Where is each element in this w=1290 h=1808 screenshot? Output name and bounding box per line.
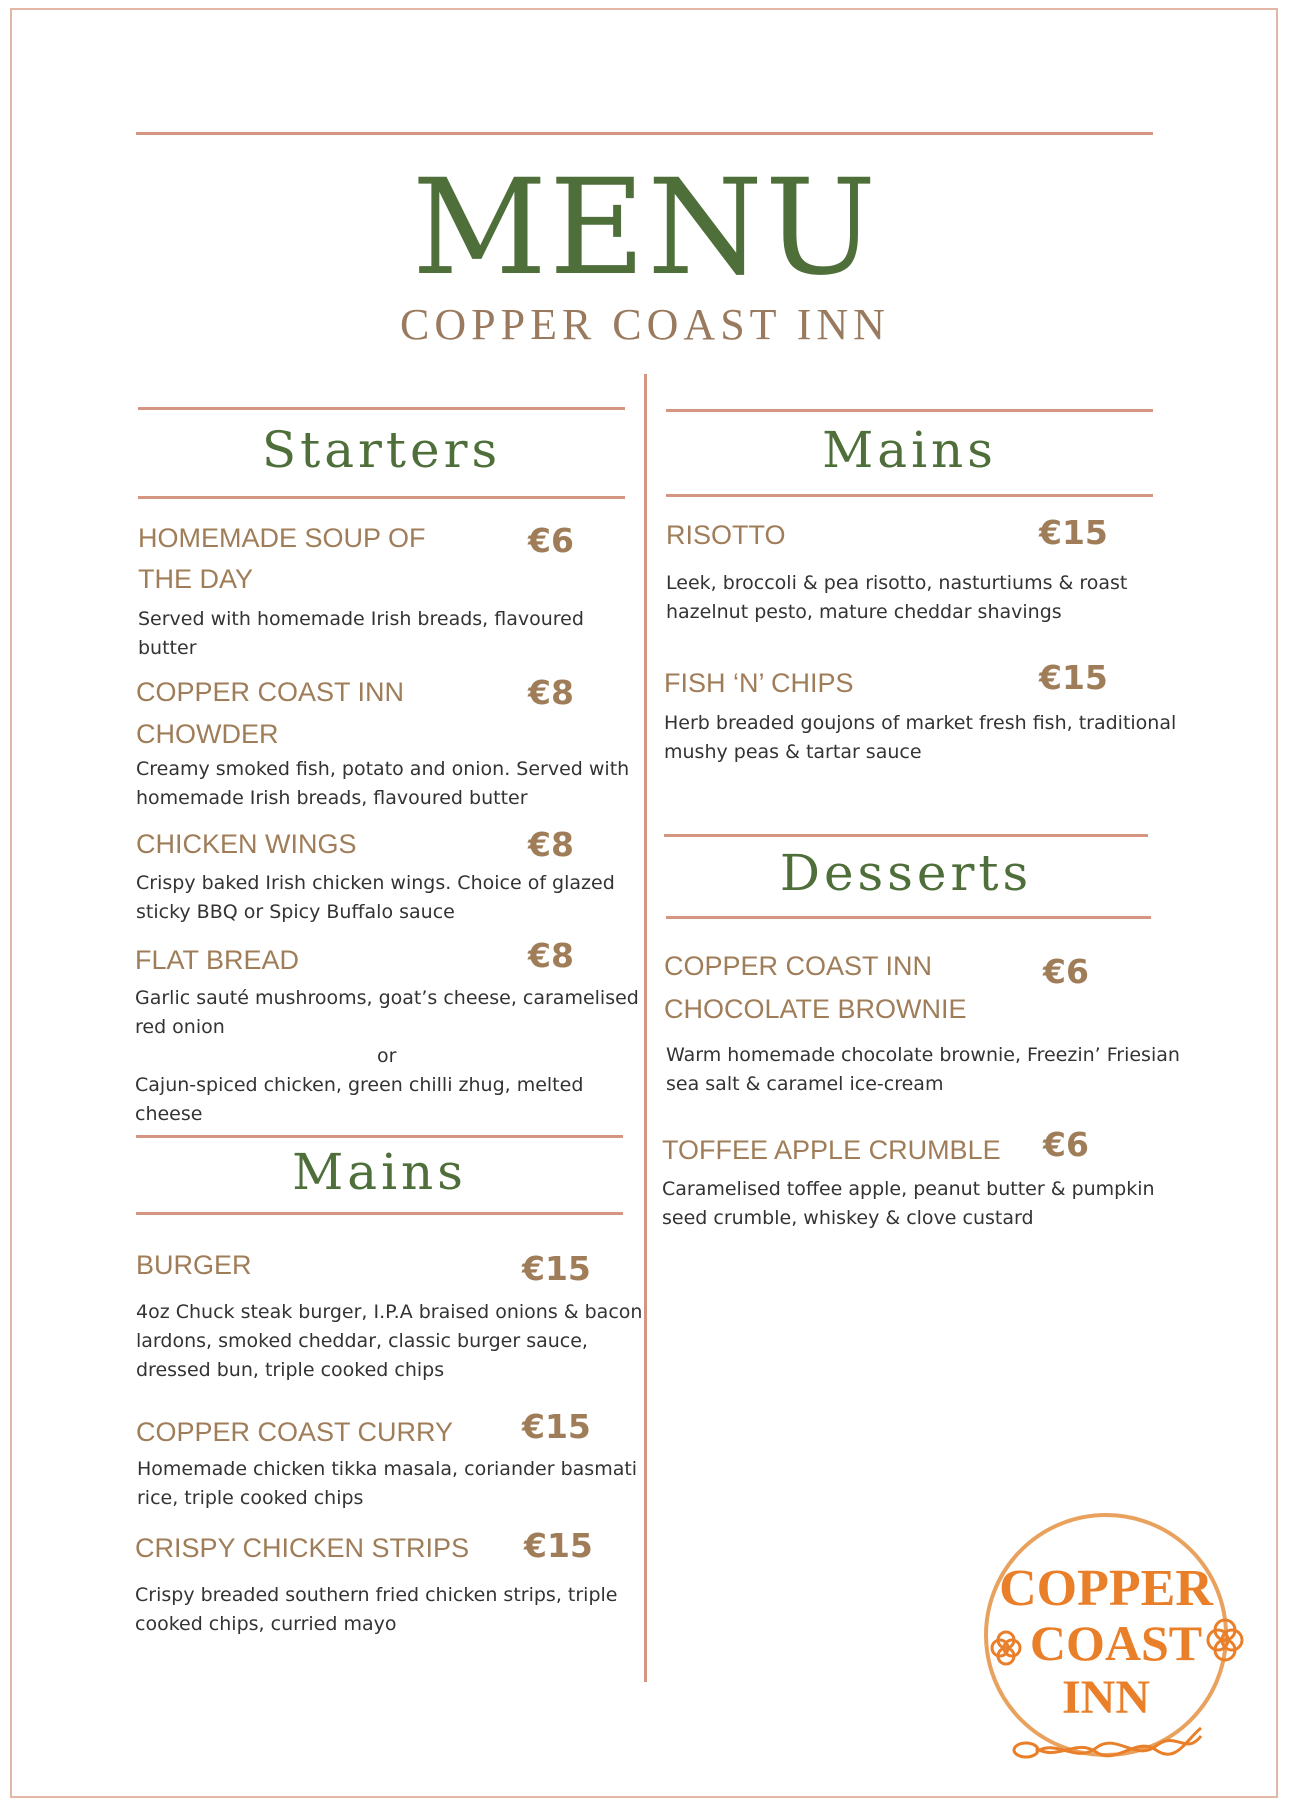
item-or: or [377,1045,397,1067]
item-price: €15 [522,1249,591,1288]
item-name: CHOCOLATE BROWNIE [664,994,967,1024]
item-description: Crispy baked Irish chicken wings. Choice of glazed [136,872,615,894]
item-description: 4oz Chuck steak burger, I.P.A braised onions & bacon [136,1301,643,1323]
item-description: seed crumble, whiskey & clove custard [662,1207,1034,1229]
item-name: RISOTTO [666,520,786,550]
item-description: sticky BBQ or Spicy Buffalo sauce [136,901,455,923]
celtic-knot-left-icon [992,1632,1020,1664]
item-description: Creamy smoked fish, potato and onion. Served with [136,758,630,780]
item-price: €6 [528,521,574,560]
copper-coast-inn-logo [956,1500,1256,1780]
item-description: Leek, broccoli & pea risotto, nasturtiums & roast [666,572,1128,594]
item-name: COPPER COAST INN [664,951,933,981]
item-description: butter [138,637,197,659]
top-rule [136,132,1153,135]
item-description: red onion [135,1016,225,1038]
item-name: FISH ‘N’ CHIPS [664,668,854,698]
item-description: Homemade chicken tikka masala, coriander basmati [137,1458,638,1480]
item-name: FLAT BREAD [135,945,300,975]
item-price: €15 [1039,513,1108,552]
item-name: CHOWDER [136,719,279,749]
item-name: CHICKEN WINGS [136,829,357,859]
logo-text-coast: COAST [1029,1615,1203,1671]
mains-right-rule-top [666,409,1153,412]
restaurant-name: COPPER COAST INN [400,300,890,349]
starters-rule-top [138,407,625,410]
item-price: €15 [522,1407,591,1446]
item-price: €8 [528,825,574,864]
item-name: THE DAY [138,564,254,594]
item-description: Served with homemade Irish breads, flavoured [138,608,584,630]
item-price: €8 [528,673,574,712]
item-description: Warm homemade chocolate brownie, Freezin’ Friesian [666,1044,1180,1066]
item-name: COPPER COAST CURRY [136,1417,454,1447]
item-description: rice, triple cooked chips [137,1487,364,1509]
item-price: €8 [528,936,574,975]
item-description: Herb breaded goujons of market fresh fish, traditional [664,712,1177,734]
item-name: CRISPY CHICKEN STRIPS [135,1533,470,1563]
item-description: cooked chips, curried mayo [135,1613,397,1635]
item-description: cheese [135,1103,203,1125]
item-description: sea salt & caramel ice-cream [666,1073,944,1095]
mains-right-heading: Mains [822,421,997,479]
item-price: €6 [1043,952,1089,991]
mains-left-heading: Mains [292,1143,467,1201]
starters-rule-bottom [138,496,625,499]
item-description: Cajun-spiced chicken, green chilli zhug, melted [135,1074,584,1096]
logo-text-copper: COPPER [999,1560,1213,1617]
item-price: €15 [524,1526,593,1565]
mains-left-rule-top [136,1135,623,1138]
item-name: HOMEMADE SOUP OF [138,523,426,553]
logo-text-inn: INN [1061,1671,1151,1724]
column-divider [644,374,647,1682]
item-name: TOFFEE APPLE CRUMBLE [662,1135,1001,1165]
item-description: Crispy breaded southern fried chicken strips, triple [135,1584,618,1606]
item-description: mushy peas & tartar sauce [664,741,922,763]
item-description: hazelnut pesto, mature cheddar shavings [666,601,1062,623]
desserts-rule-top [664,834,1148,837]
desserts-heading: Desserts [779,844,1033,902]
item-name: COPPER COAST INN [136,677,405,707]
item-description: homemade Irish breads, flavoured butter [136,787,528,809]
mains-left-rule-bottom [136,1212,623,1215]
mains-right-rule-bottom [666,494,1153,497]
item-description: dressed bun, triple cooked chips [136,1359,445,1381]
item-price: €15 [1039,658,1108,697]
item-name: BURGER [136,1250,252,1280]
desserts-rule-bottom [666,916,1151,919]
item-description: lardons, smoked cheddar, classic burger sauce, [136,1330,588,1352]
starters-heading: Starters [261,421,502,479]
item-price: €6 [1043,1125,1089,1164]
item-description: Caramelised toffee apple, peanut butter & pumpkin [662,1178,1155,1200]
menu-title: MENU [411,151,879,305]
item-description: Garlic sauté mushrooms, goat’s cheese, caramelised [135,987,639,1009]
